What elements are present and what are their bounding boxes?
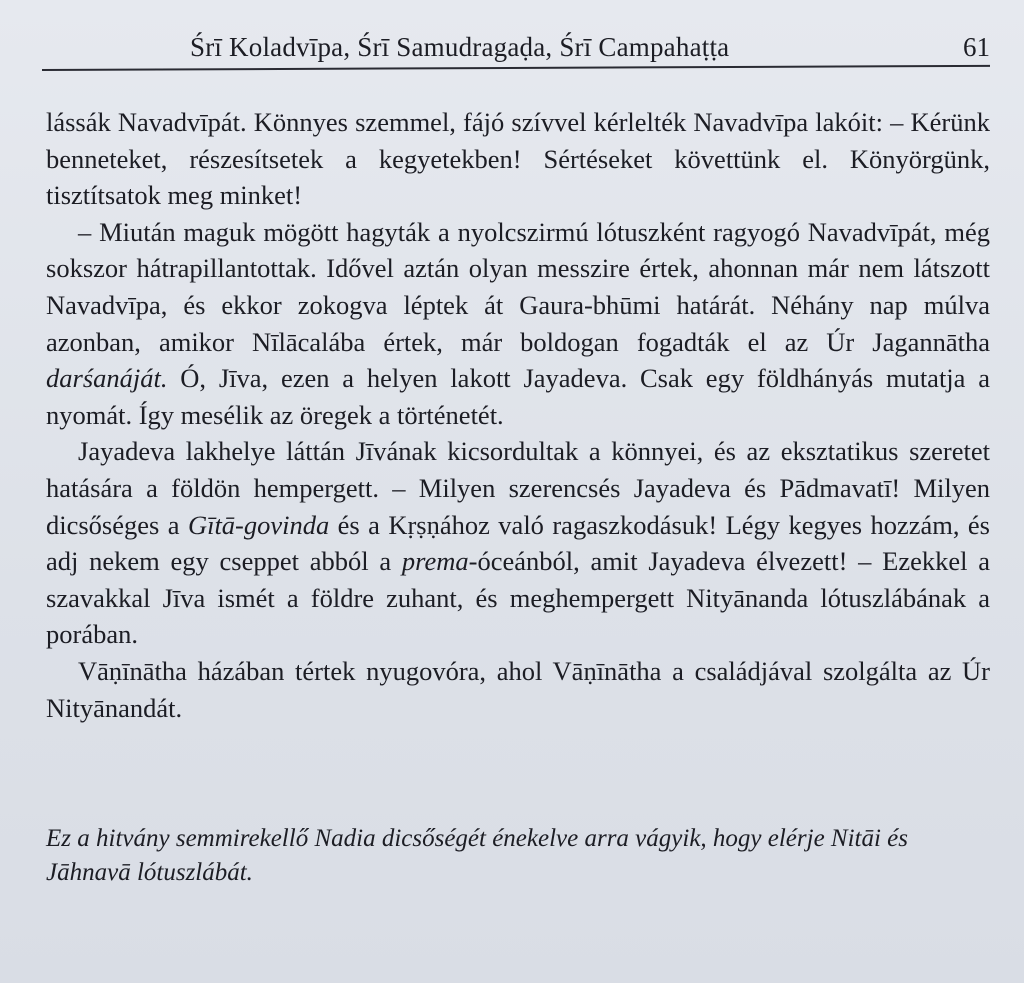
page-number: 61 (963, 32, 990, 62)
paragraph-2-italic: darśanáját. (46, 363, 168, 394)
chapter-title: Śrī Koladvīpa, Śrī Samudragaḍa, Śrī Campahaṭṭa (190, 32, 730, 62)
paragraph-3-text-b: és a Kṛṣṇához való ragaszkodásuk! Légy kegyes hozzám, és adj nekem egy cseppet abból a (46, 509, 990, 577)
paragraph-1: lássák Navadvīpát. Könnyes szemmel, fájó szívvel kérlelték Navadvīpa lakóit: – Kérünk benneteket, részesítsetek a kegyetekben! Sértéseket követtünk el. Könyörgünk, tisztítsatok meg minket! (46, 107, 990, 211)
paragraph-3-text-a: Jayadeva lakhelye láttán Jīvának kicsordultak a könnyei, és az eksztatikus szeretet hatására a földön hempergett. – Milyen szerencsés Jayadeva és Pādmavatī! Milyen dicsőséges a (46, 436, 990, 540)
paragraph-4: Vāṇīnātha házában tértek nyugovóra, ahol Vāṇīnātha a családjával szolgálta az Úr Nityānandát. (46, 655, 990, 723)
paragraph-2 (46, 214, 990, 434)
closing-verse: Ez a hitvány semmirekellő Nadia dicsőségét énekelve arra vágyik, hogy elérje Nitāi és Jāhnavā lótuszlábát. (46, 825, 909, 886)
paragraph-3-italic-1: Gītā-govinda (187, 509, 330, 540)
paragraph-3-italic-2: prema (401, 546, 469, 577)
paragraph-2-text-a: – Miután maguk mögött hagyták a nyolcszirmú lótuszként ragyogó Navadvīpát, még sokszor hátrapillantottak. Idővel aztán olyan messzire értek, ahonnan már nem látszott Navadvīpa, és ekkor zokogva léptek át Gaura-bhūmi határát. Néhány nap múlva azonban, amikor Nīlācalába értek, már boldogan fogadták el az Úr Jagannātha (46, 216, 990, 357)
body-text (46, 104, 990, 726)
paragraph-2-text-b: Ó, Jīva, ezen a helyen lakott Jayadeva. Csak egy földhányás mutatja a nyomát. Így mesélik az öregek a történetét. (46, 363, 990, 430)
paragraph-3 (46, 433, 990, 653)
paragraph-3-text-c: -óceánból, amit Jayadeva élvezett! – Ezekkel a szavakkal Jīva ismét a földre zuhant, és meghempergett Nityānanda lótuszlábának a porában. (46, 546, 990, 650)
